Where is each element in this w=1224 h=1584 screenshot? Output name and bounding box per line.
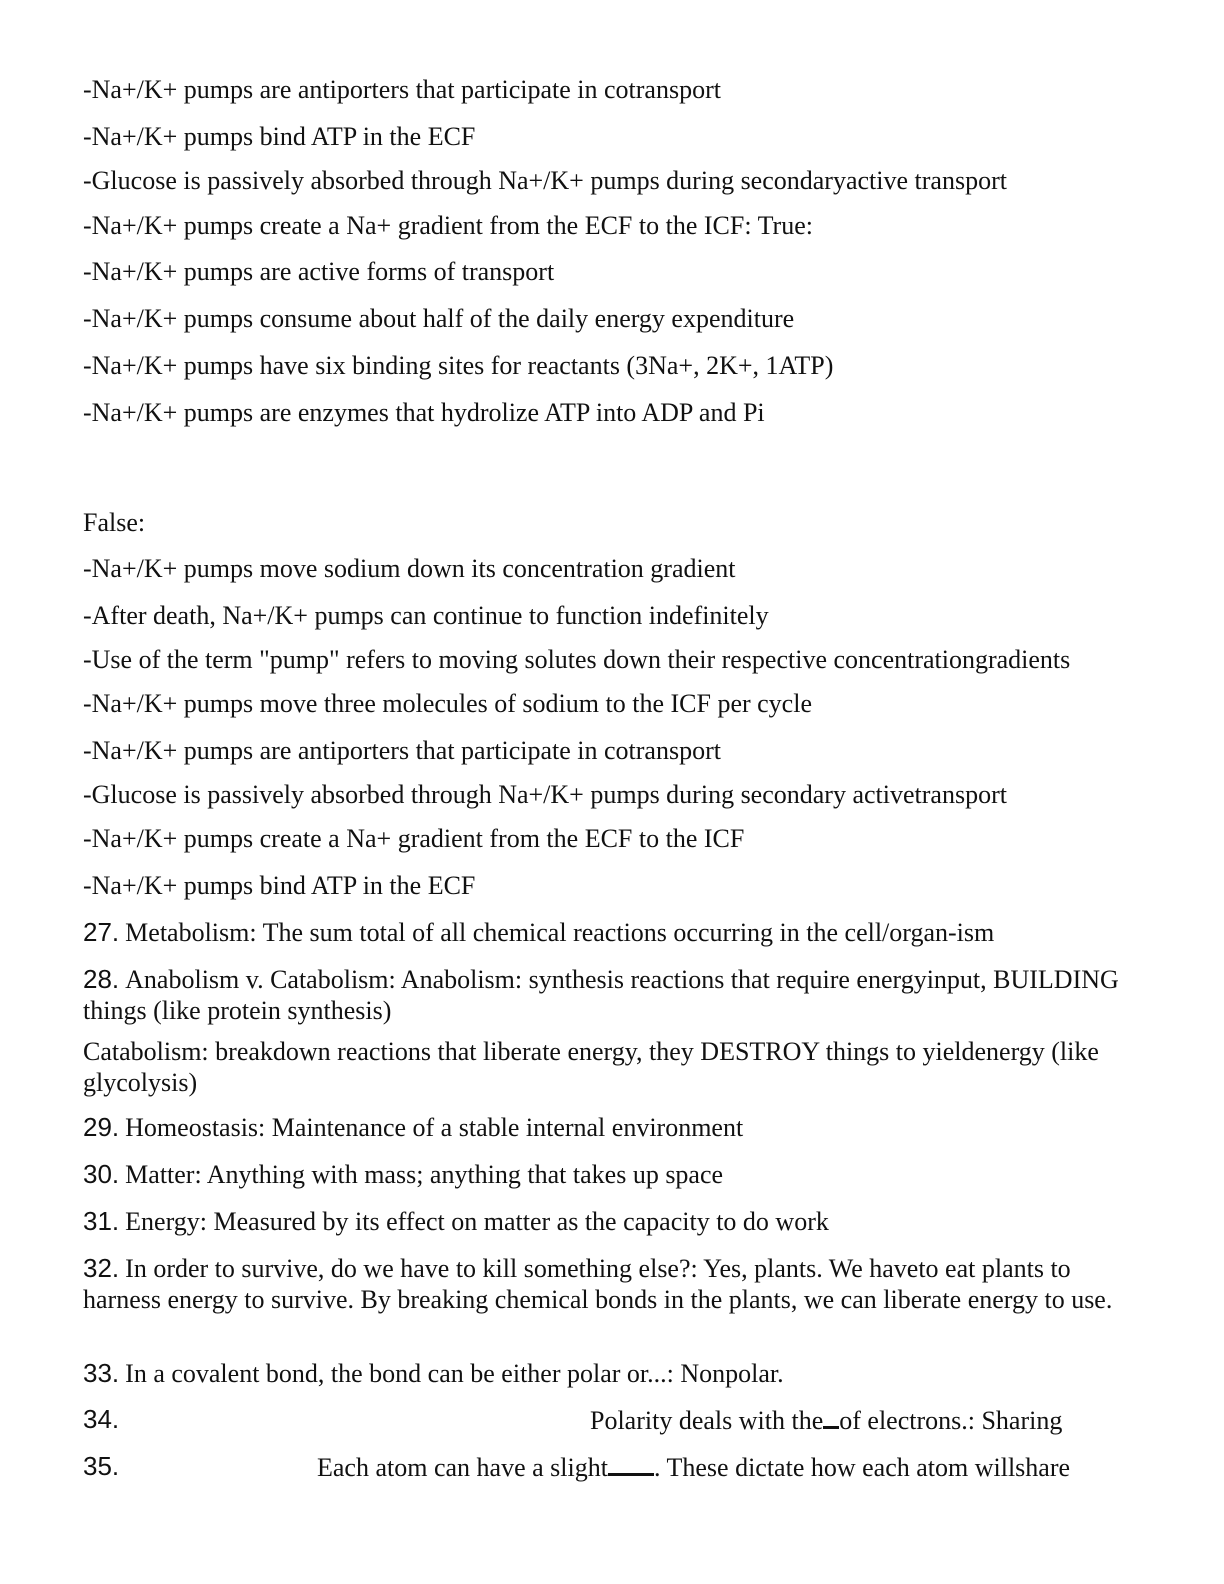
item-number: 29. (83, 1112, 120, 1142)
false-item: -Use of the term "pump" refers to moving solutes down their respective concentrationgradients (83, 645, 1071, 674)
item-text: In a covalent bond, the bond can be either polar or...: Nonpolar. (125, 1359, 784, 1388)
item-29 (83, 1112, 1143, 1143)
item-text: Homeostasis: Maintenance of a stable internal environment (125, 1113, 744, 1142)
item-28 (83, 964, 1143, 1026)
fill-in-blank (608, 1451, 654, 1476)
false-item: -After death, Na+/K+ pumps can continue to function indefinitely (83, 601, 769, 630)
item-text: Matter: Anything with mass; anything that takes up space (125, 1160, 724, 1189)
false-item: -Na+/K+ pumps move three molecules of sodium to the ICF per cycle (83, 689, 812, 718)
item-text-before: Each atom can have a slight (317, 1453, 608, 1482)
item-30 (83, 1159, 1143, 1190)
item-text: Metabolism: The sum total of all chemical reactions occurring in the cell/organ-ism (125, 918, 995, 947)
item-number: 31. (83, 1206, 120, 1236)
item-number: 32. (83, 1253, 120, 1283)
item-34 (83, 1404, 1143, 1435)
true-item: -Na+/K+ pumps bind ATP in the ECF (83, 122, 476, 151)
true-item: -Na+/K+ pumps are active forms of transport (83, 257, 555, 286)
false-item: -Na+/K+ pumps bind ATP in the ECF (83, 871, 476, 900)
true-item: -Na+/K+ pumps are enzymes that hydrolize ATP into ADP and Pi (83, 398, 765, 427)
false-item: -Glucose is passively absorbed through Na+/K+ pumps during secondary activetransport (83, 780, 1007, 809)
item-text-after: . These dictate how each atom willshare (653, 1453, 1071, 1482)
item-27 (83, 917, 1143, 948)
item-number: 33. (83, 1358, 120, 1388)
item-32 (83, 1253, 1143, 1315)
item-text-before: Polarity deals with the (590, 1406, 824, 1435)
true-item: -Na+/K+ pumps consume about half of the daily energy expenditure (83, 304, 795, 333)
false-item: -Na+/K+ pumps move sodium down its concentration gradient (83, 554, 736, 583)
item-28-catabolism: Catabolism: breakdown reactions that liberate energy, they DESTROY things to yieldenergy (like glycolysis) (83, 1037, 1099, 1097)
item-33 (83, 1358, 1143, 1389)
item-text (590, 1404, 1062, 1436)
fill-in-blank (823, 1404, 839, 1429)
item-text (317, 1451, 1070, 1483)
true-item: -Na+/K+ pumps are antiporters that participate in cotransport (83, 75, 721, 104)
false-item: -Na+/K+ pumps are antiporters that participate in cotransport (83, 736, 721, 765)
true-item: -Glucose is passively absorbed through Na+/K+ pumps during secondaryactive transport (83, 166, 1007, 195)
item-31 (83, 1206, 1143, 1237)
item-text: Anabolism v. Catabolism: Anabolism: synthesis reactions that require energyinput, BUILDING things (like protein synthesis) (83, 965, 1119, 1025)
item-text-after: of electrons.: Sharing (839, 1406, 1063, 1435)
item-number: 28. (83, 964, 120, 994)
item-number: 30. (83, 1159, 120, 1189)
false-item: -Na+/K+ pumps create a Na+ gradient from the ECF to the ICF (83, 824, 745, 853)
item-number: 35. (83, 1451, 120, 1481)
item-text: Energy: Measured by its effect on matter as the capacity to do work (125, 1207, 829, 1236)
item-number: 34. (83, 1404, 120, 1434)
item-35 (83, 1451, 1143, 1482)
item-number: 27. (83, 917, 120, 947)
true-item: -Na+/K+ pumps have six binding sites for reactants (3Na+, 2K+, 1ATP) (83, 351, 834, 380)
item-text: In order to survive, do we have to kill something else?: Yes, plants. We haveto eat plants to harness energy to survive. By breaking chemical bonds in the plants, we can liberate energy to use. (83, 1254, 1113, 1314)
false-heading: False: (83, 508, 146, 537)
true-item: -Na+/K+ pumps create a Na+ gradient from the ECF to the ICF: True: (83, 211, 813, 240)
